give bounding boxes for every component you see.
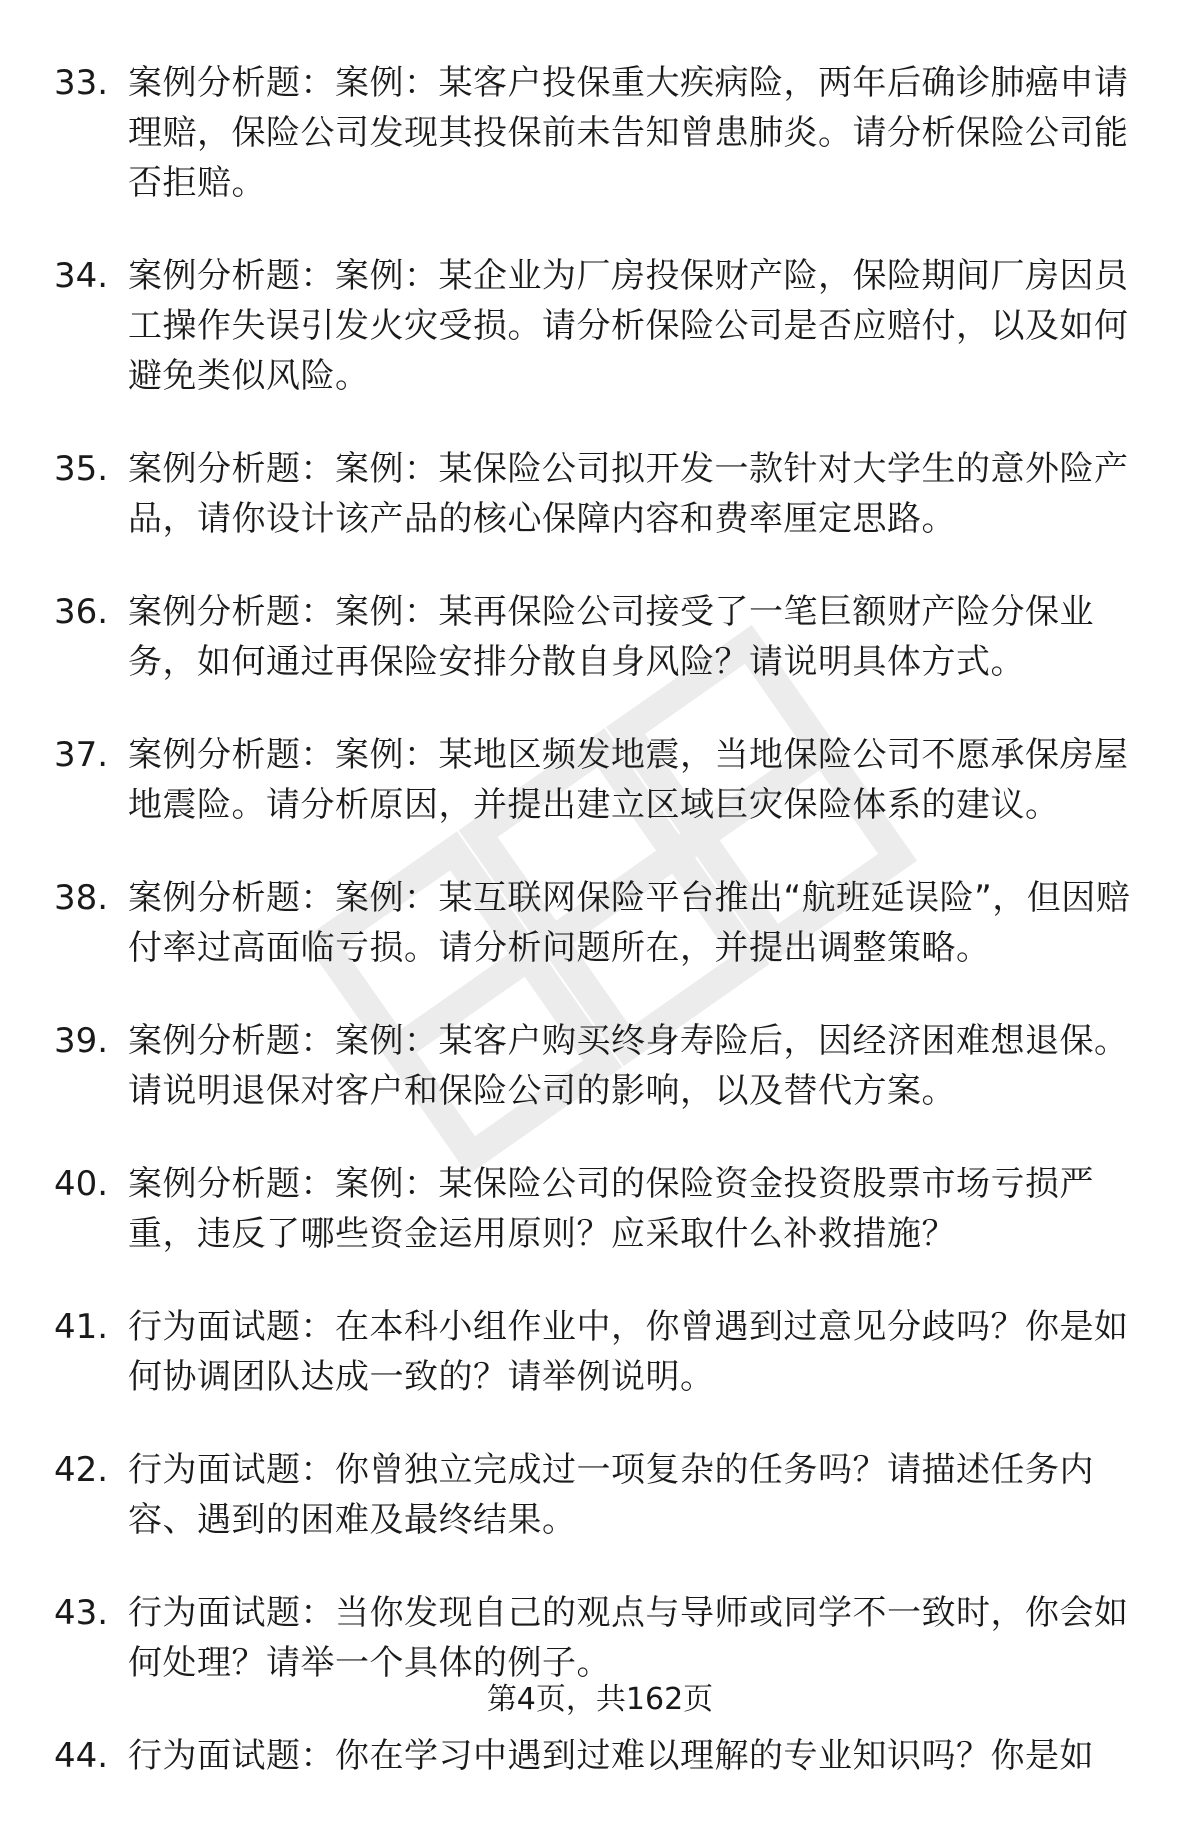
question-item xyxy=(0,1016,1200,1116)
question-number: 40. xyxy=(54,1164,109,1204)
question-item xyxy=(0,730,1200,830)
question-list xyxy=(0,58,1200,1824)
question-item xyxy=(0,1445,1200,1545)
question-number: 33. xyxy=(54,63,109,103)
question-item xyxy=(0,873,1200,973)
question-number: 38. xyxy=(54,878,109,918)
question-item xyxy=(0,1731,1200,1781)
question-number: 43. xyxy=(54,1593,109,1633)
question-number: 36. xyxy=(54,592,109,632)
question-item xyxy=(0,444,1200,544)
question-text: 案例分析题：案例：某客户投保重大疾病险，两年后确诊肺癌申请理赔，保险公司发现其投保前未告知曾患肺炎。请分析保险公司能否拒赔。 xyxy=(128,63,1129,203)
question-item xyxy=(0,1159,1200,1259)
question-number: 35. xyxy=(54,449,109,489)
question-text: 案例分析题：案例：某客户购买终身寿险后，因经济困难想退保。请说明退保对客户和保险公司的影响，以及替代方案。 xyxy=(128,1021,1129,1111)
question-number: 41. xyxy=(54,1307,109,1347)
question-text: 行为面试题：你在学习中遇到过难以理解的专业知识吗？你是如 xyxy=(128,1736,1094,1776)
question-item xyxy=(0,1302,1200,1402)
question-text: 案例分析题：案例：某企业为厂房投保财产险，保险期间厂房因员工操作失误引发火灾受损。请分析保险公司是否应赔付，以及如何避免类似风险。 xyxy=(128,256,1129,396)
question-number: 42. xyxy=(54,1450,109,1490)
question-item xyxy=(0,587,1200,687)
question-text: 案例分析题：案例：某地区频发地震，当地保险公司不愿承保房屋地震险。请分析原因，并提出建立区域巨灾保险体系的建议。 xyxy=(128,735,1129,825)
question-text: 行为面试题：在本科小组作业中，你曾遇到过意见分歧吗？你是如何协调团队达成一致的？请举例说明。 xyxy=(128,1307,1129,1397)
question-number: 37. xyxy=(54,735,109,775)
question-text: 案例分析题：案例：某保险公司拟开发一款针对大学生的意外险产品，请你设计该产品的核心保障内容和费率厘定思路。 xyxy=(128,449,1129,539)
page-footer xyxy=(0,1680,1200,1720)
question-text: 行为面试题：当你发现自己的观点与导师或同学不一致时，你会如何处理？请举一个具体的例子。 xyxy=(128,1593,1129,1683)
question-text: 行为面试题：你曾独立完成过一项复杂的任务吗？请描述任务内容、遇到的困难及最终结果。 xyxy=(128,1450,1094,1540)
page-number-label: 第4页，共162页 xyxy=(486,1682,714,1717)
question-number: 34. xyxy=(54,256,109,296)
question-text: 案例分析题：案例：某互联网保险平台推出“航班延误险”，但因赔付率过高面临亏损。请分析问题所在，并提出调整策略。 xyxy=(128,878,1131,968)
question-item xyxy=(0,58,1200,208)
question-number: 44. xyxy=(54,1736,109,1776)
question-number: 39. xyxy=(54,1021,109,1061)
question-item xyxy=(0,1588,1200,1688)
question-item xyxy=(0,251,1200,401)
question-text: 案例分析题：案例：某再保险公司接受了一笔巨额财产险分保业务，如何通过再保险安排分散自身风险？请说明具体方式。 xyxy=(128,592,1094,682)
question-text: 案例分析题：案例：某保险公司的保险资金投资股票市场亏损严重，违反了哪些资金运用原则？应采取什么补救措施？ xyxy=(128,1164,1094,1254)
